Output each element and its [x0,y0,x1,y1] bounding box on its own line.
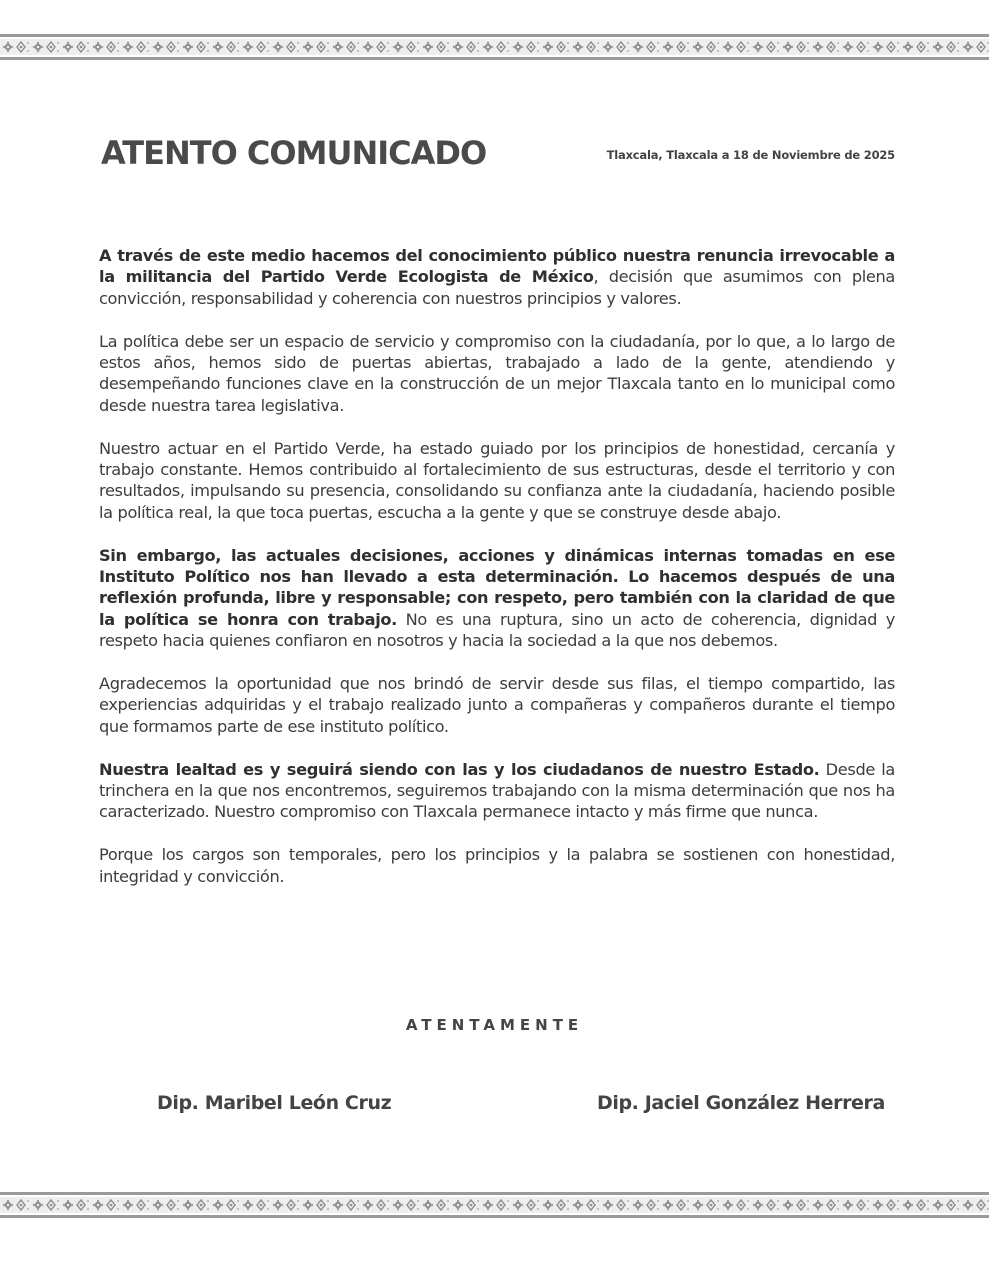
paragraph-1-bold: A través de este medio hacemos del conocimiento público nuestra renuncia irrevocable a la militancia del Partido Verde Ecologista de México [99,246,895,287]
paragraph-1-rest: , decisión que asumimos con plena convicción, responsabilidad y coherencia con nuestros principios y valores. [99,267,895,308]
paragraph-6-bold: Nuestra lealtad es y seguirá siendo con las y los ciudadanos de nuestro Estado. [99,759,820,779]
statement-body [99,245,895,908]
paragraph-6 [99,759,895,823]
decorative-border-top [0,34,989,60]
place-date: Tlaxcala, Tlaxcala a 18 de Noviembre de 2025 [606,148,895,162]
paragraph-6-rest: Desde la trinchera en la que nos encontremos, seguiremos trabajando con la misma determinación que nos ha caracterizado. Nuestro compromiso con Tlaxcala permanece intacto y más firme que nunca. [99,759,895,822]
paragraph-4 [99,545,895,652]
paragraph-3: Nuestro actuar en el Partido Verde, ha estado guiado por los principios de honestidad, cercanía y trabajo constante. Hemos contribuido al fortalecimiento de sus estructuras, desde el territorio y con resultados, impulsando su presencia, consolidando su confianza ante la ciudadanía, haciendo posible la política real, la que toca puertas, escucha a la gente y que se construye desde abajo. [99,438,895,522]
paragraph-2: La política debe ser un espacio de servicio y compromiso con la ciudadanía, por lo que, a lo largo de estos años, hemos sido de puertas abiertas, trabajado a lado de la gente, atendiendo y desempeñando funciones clave en la construcción de un mejor Tlaxcala tanto en lo municipal como desde nuestra tarea legislativa. [99,331,895,415]
paragraph-5: Agradecemos la oportunidad que nos brindó de servir desde sus filas, el tiempo compartido, las experiencias adquiridas y el trabajo realizado junto a compañeras y compañeros durante el tiempo que formamos parte de ese instituto político. [99,674,895,736]
decorative-border-bottom [0,1192,989,1218]
closing-label: ATENTAMENTE [405,1016,584,1034]
paragraph-7: Porque los cargos son temporales, pero los principios y la palabra se sostienen con honestidad, integridad y convicción. [99,845,895,886]
paragraph-4-rest: No es una ruptura, sino un acto de coherencia, dignidad y respeto hacia quienes confiaron en nosotros y hacia la sociedad a la que nos debemos. [99,609,896,651]
signatory-2: Dip. Jaciel González Herrera [597,1092,885,1114]
signatory-1: Dip. Maribel León Cruz [157,1092,392,1114]
paragraph-4-bold: Sin embargo, las actuales decisiones, acciones y dinámicas internas tomadas en ese Instituto Político nos han llevado a esta determinación. Lo hacemos después de una reflexión profunda, libre y responsable; con respeto, pero también con la claridad de que la política se honra con trabajo. [99,545,895,629]
page-title: ATENTO COMUNICADO [101,134,487,172]
paragraph-1 [99,245,895,309]
